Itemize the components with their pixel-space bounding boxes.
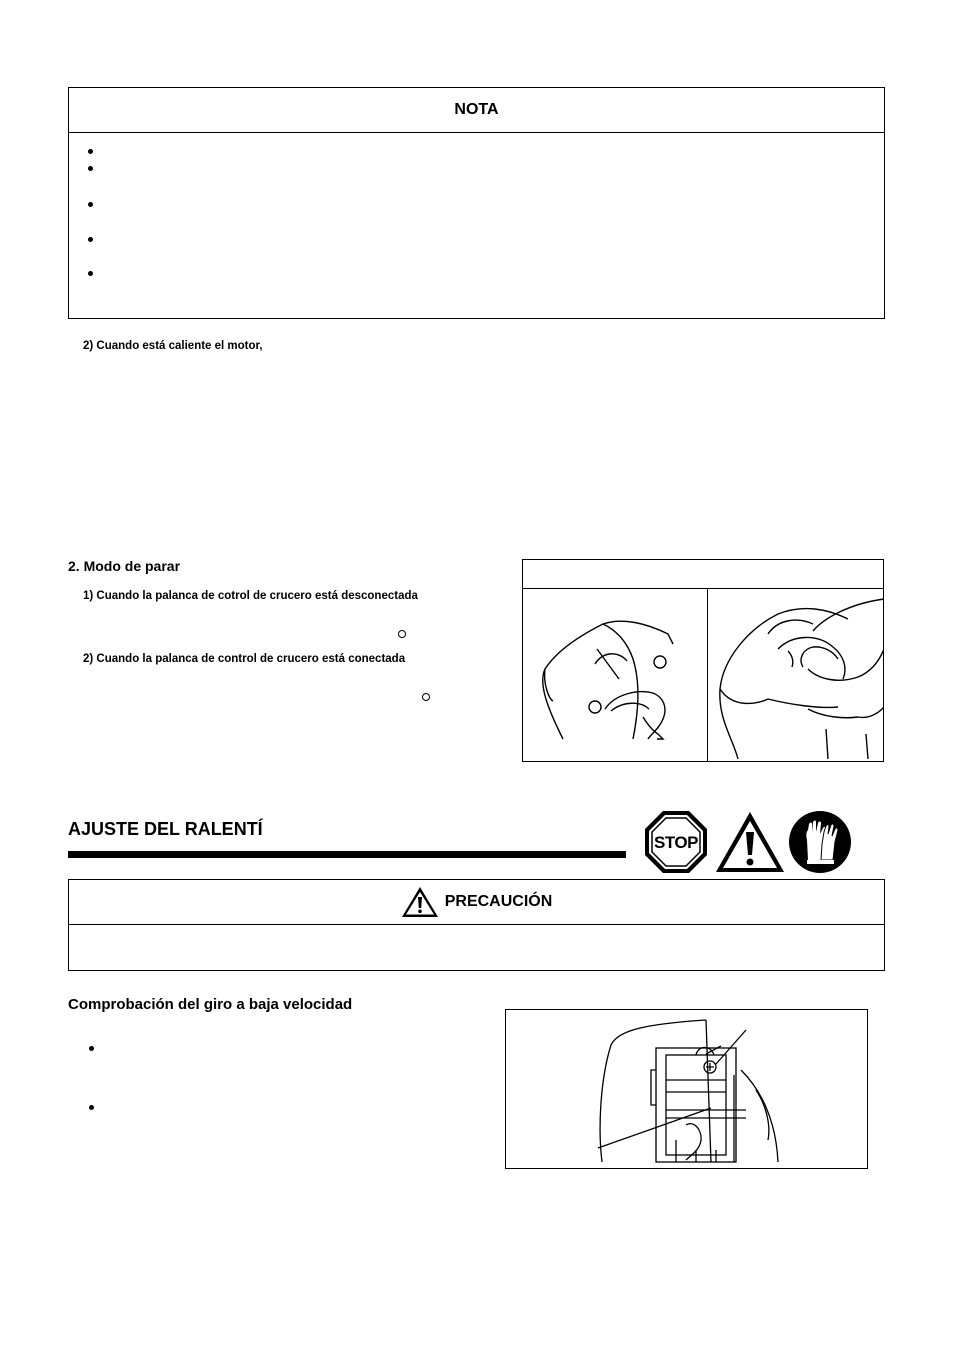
precaucion-header [69,880,884,925]
carburetor-figure-box [505,1009,868,1169]
handle-illustration-left [523,589,707,761]
circle-marker-1 [398,630,406,638]
stop-figure-header [523,560,883,589]
nota-bullet-2 [88,166,93,171]
idle-title: AJUSTE DEL RALENTÍ [68,819,263,839]
low-speed-bullet-1 [89,1046,94,1051]
stop-sign-icon [644,810,708,874]
precaucion-box [68,879,885,971]
gloves-icon [788,810,852,874]
warm-engine-label: 2) Cuando está caliente el motor, [83,340,263,352]
circle-marker-2 [422,693,430,701]
nota-box [68,87,885,319]
nota-header [69,88,884,133]
warning-triangle-icon [714,810,786,874]
nota-bullet-5 [88,271,93,276]
carburetor-illustration [506,1010,867,1168]
stop-mode-step-2: 2) Cuando la palanca de control de crucero está conectada [83,653,406,665]
low-speed-title: Comprobación del giro a baja velocidad [68,996,353,1013]
nota-bullet-3 [88,202,93,207]
stop-figure-box [522,559,884,762]
precaucion-title: PRECAUCIÓN [444,893,553,910]
handle-illustration-right [708,589,884,761]
nota-bullet-1 [88,149,93,154]
idle-title-rule [68,851,626,858]
nota-bullet-4 [88,237,93,242]
precaucion-warning-icon [401,886,439,918]
stop-mode-title: 2. Modo de parar [68,558,181,574]
stop-mode-step-1: 1) Cuando la palanca de cotrol de crucero está desconectada [83,590,418,602]
stop-sign-text: STOP [654,833,698,852]
nota-title: NOTA [454,101,499,118]
low-speed-bullet-2 [89,1105,94,1110]
